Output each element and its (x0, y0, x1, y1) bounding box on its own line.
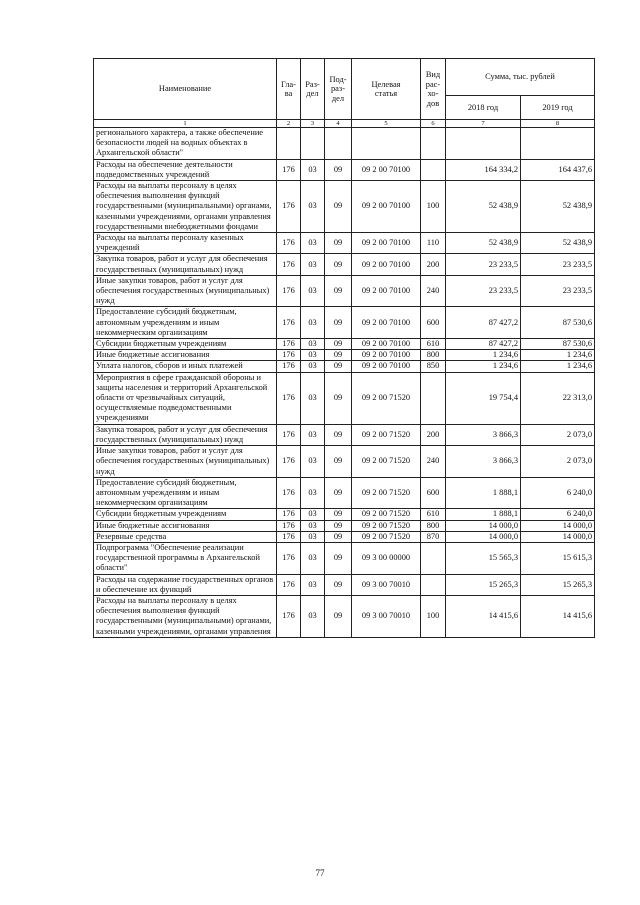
row-name: Субсидии бюджетным учреждениям (94, 339, 277, 350)
row-name: Предоставление субсидий бюджетным, автономным учреждениям и иным некоммерческим организациям (94, 477, 277, 509)
row-sum-2019: 2 073,0 (521, 424, 595, 445)
row-subsection (325, 128, 352, 160)
header-name: Наименование (94, 59, 277, 120)
row-sum-2018: 87 427,2 (446, 339, 521, 350)
row-chapter: 176 (277, 542, 301, 574)
row-chapter: 176 (277, 339, 301, 350)
row-section: 03 (301, 424, 325, 445)
row-expense-type (421, 574, 446, 595)
row-name: Резервные средства (94, 531, 277, 542)
row-name: Закупка товаров, работ и услуг для обеспечения государственных (муниципальных) нужд (94, 424, 277, 445)
row-chapter: 176 (277, 254, 301, 275)
table-row (94, 446, 595, 478)
header-podrazdel: Под- раз- дел (325, 59, 352, 120)
row-expense-type: 800 (421, 520, 446, 531)
row-target-article: 09 3 00 00000 (352, 542, 421, 574)
row-chapter: 176 (277, 509, 301, 520)
row-target-article: 09 2 00 71520 (352, 509, 421, 520)
table-row (94, 574, 595, 595)
row-name: Иные бюджетные ассигнования (94, 520, 277, 531)
row-expense-type: 600 (421, 477, 446, 509)
row-sum-2018: 3 866,3 (446, 446, 521, 478)
row-sum-2019: 52 438,9 (521, 233, 595, 254)
table-row (94, 361, 595, 372)
row-expense-type: 610 (421, 509, 446, 520)
row-subsection: 09 (325, 307, 352, 339)
row-section: 03 (301, 361, 325, 372)
row-sum-2018: 15 265,3 (446, 574, 521, 595)
row-name: Подпрограмма "Обеспечение реализации государственной программы в Архангельской области" (94, 542, 277, 574)
row-sum-2019: 23 233,5 (521, 254, 595, 275)
row-sum-2018: 1 234,6 (446, 361, 521, 372)
table-row (94, 520, 595, 531)
row-sum-2018: 14 000,0 (446, 520, 521, 531)
column-number-row (94, 120, 595, 128)
row-sum-2018: 1 888,1 (446, 477, 521, 509)
table-row (94, 275, 595, 307)
table-header (94, 59, 595, 128)
row-section: 03 (301, 159, 325, 180)
row-target-article: 09 3 00 70010 (352, 595, 421, 637)
row-sum-2019: 87 530,6 (521, 307, 595, 339)
row-expense-type: 110 (421, 233, 446, 254)
row-section: 03 (301, 372, 325, 424)
row-section: 03 (301, 520, 325, 531)
row-chapter: 176 (277, 159, 301, 180)
row-sum-2019: 14 000,0 (521, 531, 595, 542)
row-sum-2018: 19 754,4 (446, 372, 521, 424)
row-chapter: 176 (277, 531, 301, 542)
table-row (94, 233, 595, 254)
header-razdel: Раз- дел (301, 59, 325, 120)
table-row (94, 424, 595, 445)
table-row (94, 595, 595, 637)
row-section: 03 (301, 531, 325, 542)
row-subsection: 09 (325, 233, 352, 254)
row-target-article: 09 2 00 70100 (352, 350, 421, 361)
row-expense-type (421, 159, 446, 180)
row-chapter (277, 128, 301, 160)
row-name: Расходы на выплаты персоналу в целях обеспечения выполнения функций государственными (муниципальными) органами, казенными учреждениями, органами управления государственными внебюджетными фондами (94, 181, 277, 233)
row-target-article: 09 3 00 70010 (352, 574, 421, 595)
row-sum-2019: 164 437,6 (521, 159, 595, 180)
row-expense-type (421, 542, 446, 574)
row-target-article: 09 2 00 71520 (352, 446, 421, 478)
row-sum-2019: 22 313,0 (521, 372, 595, 424)
row-expense-type: 240 (421, 446, 446, 478)
row-chapter: 176 (277, 595, 301, 637)
column-number: 1 (94, 120, 277, 128)
budget-table (93, 58, 595, 638)
table-row (94, 542, 595, 574)
row-sum-2019: 1 234,6 (521, 361, 595, 372)
row-target-article: 09 2 00 70100 (352, 233, 421, 254)
row-subsection: 09 (325, 477, 352, 509)
row-name: Субсидии бюджетным учреждениям (94, 509, 277, 520)
row-expense-type: 200 (421, 424, 446, 445)
row-target-article: 09 2 00 71520 (352, 531, 421, 542)
row-subsection: 09 (325, 339, 352, 350)
row-sum-2019: 15 265,3 (521, 574, 595, 595)
row-chapter: 176 (277, 446, 301, 478)
row-target-article: 09 2 00 71520 (352, 477, 421, 509)
page-number: 77 (315, 868, 325, 878)
row-subsection: 09 (325, 181, 352, 233)
row-sum-2018: 52 438,9 (446, 233, 521, 254)
row-sum-2019: 2 073,0 (521, 446, 595, 478)
row-sum-2018: 15 565,3 (446, 542, 521, 574)
row-section: 03 (301, 254, 325, 275)
table-row (94, 128, 595, 160)
table-row (94, 254, 595, 275)
row-section: 03 (301, 275, 325, 307)
row-name: Расходы на обеспечение деятельности подведомственных учреждений (94, 159, 277, 180)
row-name: Расходы на выплаты персоналу в целях обеспечения выполнения функций государственными (муниципальными) органами, казенными учреждениями, органами управления (94, 595, 277, 637)
row-section: 03 (301, 181, 325, 233)
row-subsection: 09 (325, 509, 352, 520)
table-row (94, 159, 595, 180)
row-target-article: 09 2 00 70100 (352, 254, 421, 275)
row-section: 03 (301, 542, 325, 574)
header-year-2019: 2019 год (521, 96, 595, 120)
row-sum-2018: 1 234,6 (446, 350, 521, 361)
row-name: Уплата налогов, сборов и иных платежей (94, 361, 277, 372)
row-name: Иные бюджетные ассигнования (94, 350, 277, 361)
row-sum-2018: 1 888,1 (446, 509, 521, 520)
row-subsection: 09 (325, 424, 352, 445)
header-glava: Гла- ва (277, 59, 301, 120)
row-sum-2019: 14 000,0 (521, 520, 595, 531)
column-number: 8 (521, 120, 595, 128)
table-body (94, 128, 595, 638)
row-name: регионального характера, а также обеспечение безопасности людей на водных объектах в Архангельской области" (94, 128, 277, 160)
header-year-2018: 2018 год (446, 96, 521, 120)
row-subsection: 09 (325, 159, 352, 180)
table-row (94, 181, 595, 233)
column-number: 6 (421, 120, 446, 128)
row-subsection: 09 (325, 520, 352, 531)
row-expense-type (421, 372, 446, 424)
column-number: 7 (446, 120, 521, 128)
row-section: 03 (301, 233, 325, 254)
table-row (94, 307, 595, 339)
row-sum-2019: 6 240,0 (521, 509, 595, 520)
row-sum-2018: 87 427,2 (446, 307, 521, 339)
row-expense-type: 610 (421, 339, 446, 350)
row-subsection: 09 (325, 254, 352, 275)
row-subsection: 09 (325, 531, 352, 542)
table-row (94, 372, 595, 424)
row-section: 03 (301, 509, 325, 520)
row-sum-2019: 6 240,0 (521, 477, 595, 509)
row-sum-2019: 23 233,5 (521, 275, 595, 307)
table-row (94, 509, 595, 520)
row-section: 03 (301, 477, 325, 509)
table-row (94, 531, 595, 542)
column-number: 5 (352, 120, 421, 128)
row-expense-type: 850 (421, 361, 446, 372)
row-target-article: 09 2 00 70100 (352, 339, 421, 350)
row-section: 03 (301, 574, 325, 595)
row-name: Мероприятия в сфере гражданской обороны и защиты населения и территорий Архангельской области от чрезвычайных ситуаций, осуществляемые подведомственными учреждениями (94, 372, 277, 424)
row-section: 03 (301, 595, 325, 637)
row-target-article: 09 2 00 71520 (352, 520, 421, 531)
row-target-article: 09 2 00 70100 (352, 361, 421, 372)
row-subsection: 09 (325, 372, 352, 424)
row-chapter: 176 (277, 477, 301, 509)
row-chapter: 176 (277, 372, 301, 424)
row-sum-2019: 52 438,9 (521, 181, 595, 233)
row-name: Иные закупки товаров, работ и услуг для обеспечения государственных (муниципальных) нужд (94, 275, 277, 307)
row-name: Закупка товаров, работ и услуг для обеспечения государственных (муниципальных) нужд (94, 254, 277, 275)
row-sum-2018: 23 233,5 (446, 275, 521, 307)
row-sum-2018: 23 233,5 (446, 254, 521, 275)
row-chapter: 176 (277, 307, 301, 339)
row-chapter: 176 (277, 520, 301, 531)
row-subsection: 09 (325, 574, 352, 595)
row-subsection: 09 (325, 542, 352, 574)
row-subsection: 09 (325, 595, 352, 637)
row-section: 03 (301, 307, 325, 339)
row-sum-2018: 14 415,6 (446, 595, 521, 637)
row-chapter: 176 (277, 574, 301, 595)
row-sum-2018 (446, 128, 521, 160)
row-sum-2018: 164 334,2 (446, 159, 521, 180)
row-chapter: 176 (277, 350, 301, 361)
row-expense-type: 600 (421, 307, 446, 339)
row-chapter: 176 (277, 424, 301, 445)
row-section: 03 (301, 350, 325, 361)
row-sum-2018: 14 000,0 (446, 531, 521, 542)
row-subsection: 09 (325, 361, 352, 372)
row-sum-2018: 3 866,3 (446, 424, 521, 445)
row-name: Расходы на выплаты персоналу казенных учреждений (94, 233, 277, 254)
row-chapter: 176 (277, 233, 301, 254)
row-sum-2019: 15 615,3 (521, 542, 595, 574)
row-subsection: 09 (325, 350, 352, 361)
row-expense-type: 240 (421, 275, 446, 307)
row-expense-type: 100 (421, 595, 446, 637)
row-expense-type: 870 (421, 531, 446, 542)
row-name: Предоставление субсидий бюджетным, автономным учреждениям и иным некоммерческим организациям (94, 307, 277, 339)
row-name: Расходы на содержание государственных органов и обеспечение их функций (94, 574, 277, 595)
table-row (94, 339, 595, 350)
header-sum: Сумма, тыс. рублей (446, 59, 595, 96)
column-number: 3 (301, 120, 325, 128)
row-sum-2019: 87 530,6 (521, 339, 595, 350)
row-sum-2019 (521, 128, 595, 160)
row-section: 03 (301, 446, 325, 478)
row-section (301, 128, 325, 160)
column-number: 2 (277, 120, 301, 128)
row-target-article: 09 2 00 70100 (352, 307, 421, 339)
row-target-article: 09 2 00 70100 (352, 181, 421, 233)
header-target-article: Целевая статья (352, 59, 421, 120)
row-section: 03 (301, 339, 325, 350)
row-sum-2019: 14 415,6 (521, 595, 595, 637)
row-target-article: 09 2 00 71520 (352, 424, 421, 445)
row-chapter: 176 (277, 181, 301, 233)
row-subsection: 09 (325, 275, 352, 307)
table-row (94, 350, 595, 361)
row-name: Иные закупки товаров, работ и услуг для обеспечения государственных (муниципальных) нужд (94, 446, 277, 478)
row-target-article: 09 2 00 70100 (352, 275, 421, 307)
row-target-article (352, 128, 421, 160)
row-sum-2019: 1 234,6 (521, 350, 595, 361)
row-target-article: 09 2 00 71520 (352, 372, 421, 424)
row-expense-type: 800 (421, 350, 446, 361)
row-expense-type: 200 (421, 254, 446, 275)
table-row (94, 477, 595, 509)
row-expense-type: 100 (421, 181, 446, 233)
row-subsection: 09 (325, 446, 352, 478)
row-expense-type (421, 128, 446, 160)
row-chapter: 176 (277, 275, 301, 307)
column-number: 4 (325, 120, 352, 128)
header-expense-type: Вид рас- хо- дов (421, 59, 446, 120)
row-target-article: 09 2 00 70100 (352, 159, 421, 180)
row-sum-2018: 52 438,9 (446, 181, 521, 233)
row-chapter: 176 (277, 361, 301, 372)
